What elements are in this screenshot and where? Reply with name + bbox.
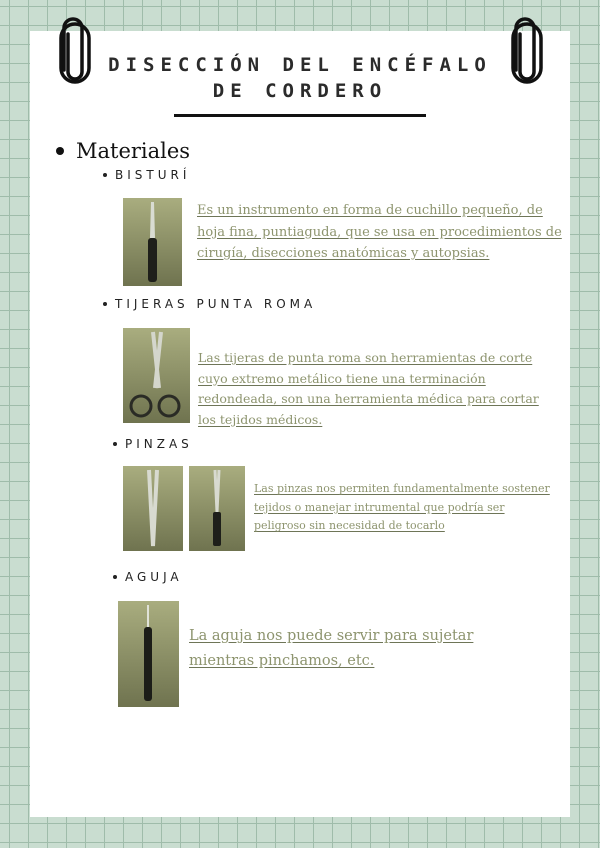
section-heading-text: Materiales [76,139,191,163]
scissors-icon [123,328,190,423]
bullet-icon [103,302,107,306]
bullet-icon [103,173,107,177]
bullet-icon [56,147,64,155]
bullet-icon [113,442,117,446]
item-label-bisturi [103,168,190,182]
title-line-2: DE CORDERO [212,80,388,102]
tweezers-icon [189,466,245,551]
item-label-text: TIJERAS PUNTA ROMA [115,297,317,311]
title-underline [174,114,426,117]
paperclip-icon [510,14,544,86]
needle-icon [118,601,179,707]
tweezers-photo-2 [189,466,245,551]
bullet-icon [113,575,117,579]
item-description-bisturi: Es un instrumento en forma de cuchillo pequeño, de hoja fina, puntiaguda, que se usa en procedimientos de cirugía, disecciones anatómicas y autopsias. [197,203,562,261]
item-label-text: BISTURÍ [115,168,191,182]
item-description-aguja: La aguja nos puede servir para sujetar mientras pinchamos, etc. [189,628,474,669]
item-description-pinzas: Las pinzas nos permiten fundamentalmente sostener tejidos o manejar intrumental que podría ser peligroso sin necesidad de tocarlo [254,482,550,532]
item-label-aguja [113,570,183,584]
item-label-tijeras [103,297,316,311]
item-label-text: PINZAS [125,437,193,451]
scalpel-photo [123,198,182,286]
item-description-tijeras: Las tijeras de punta roma son herramientas de corte cuyo extremo metálico tiene una terminación redondeada, son una herramienta médica para cortar los tejidos médicos. [198,350,539,427]
scalpel-icon [123,198,182,286]
paperclip-icon [58,14,92,86]
item-label-text: AGUJA [125,570,183,584]
tweezers-photo-1 [123,466,183,551]
needle-photo [118,601,179,707]
scissors-photo [123,328,190,423]
tweezers-icon [123,466,183,551]
title-line-1: DISECCIÓN DEL ENCÉFALO [108,54,492,76]
page-title [100,52,500,104]
item-label-pinzas [113,437,193,451]
section-heading [56,139,190,163]
